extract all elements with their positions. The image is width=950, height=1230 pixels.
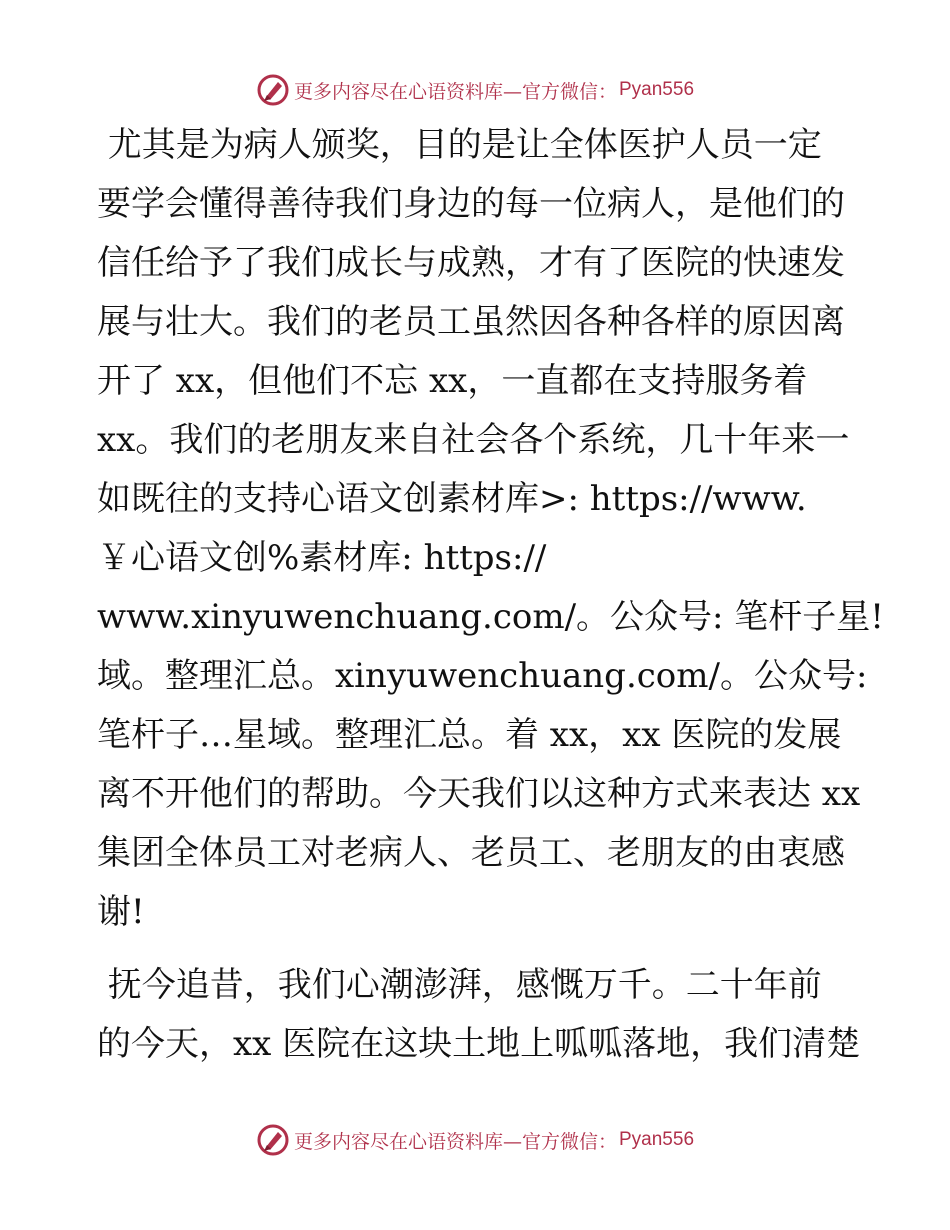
text-line: 开了 xx，但他们不忘 xx，一直都在支持服务着: [97, 361, 808, 401]
pen-nib-logo-icon: [256, 1123, 290, 1157]
text-line: 离不开他们的帮助。今天我们以这种方式来表达 xx: [97, 774, 861, 814]
document-body: [97, 116, 884, 1074]
text-line: 域。整理汇总。xinyuwenchuang.com/。公众号:: [97, 656, 868, 696]
text-line: www.xinyuwenchuang.com/。公众号: 笔杆子星!: [97, 597, 884, 637]
header-wechat-id: Pyan556: [619, 79, 695, 100]
text-line: 抚今追昔，我们心潮澎湃，感慨万千。二十年前: [97, 965, 822, 1005]
text-line: 信任给予了我们成长与成熟，才有了医院的快速发: [97, 243, 845, 283]
footer-wechat-id: Pyan556: [619, 1129, 695, 1150]
text-line: ￥心语文创%素材库: https://: [97, 538, 547, 578]
header-banner-text: 更多内容尽在心语资料库—官方微信：: [293, 80, 617, 103]
text-line: 尤其是为病人颁奖，目的是让全体医护人员一定: [97, 125, 822, 165]
paragraph-gap: [97, 942, 867, 956]
text-line: 集团全体员工对老病人、老员工、老朋友的由衷感: [97, 833, 845, 873]
pen-nib-logo-icon: [256, 73, 290, 107]
text-line: 的今天，xx 医院在这块土地上呱呱落地，我们清楚: [97, 1024, 861, 1064]
footer-banner-text: 更多内容尽在心语资料库—官方微信：: [293, 1130, 617, 1153]
text-line: 展与壮大。我们的老员工虽然因各种各样的原因离: [97, 302, 845, 342]
text-line: 要学会懂得善待我们身边的每一位病人，是他们的: [97, 184, 845, 224]
text-line: 谢!: [97, 892, 145, 932]
text-line: 笔杆子…星域。整理汇总。着 xx，xx 医院的发展: [97, 715, 842, 755]
text-line: xx。我们的老朋友来自社会各个系统，几十年来一: [97, 420, 850, 460]
header-banner: [0, 70, 950, 110]
footer-banner: [0, 1120, 950, 1160]
text-line: 如既往的支持心语文创素材库>: https://www.: [97, 479, 807, 519]
